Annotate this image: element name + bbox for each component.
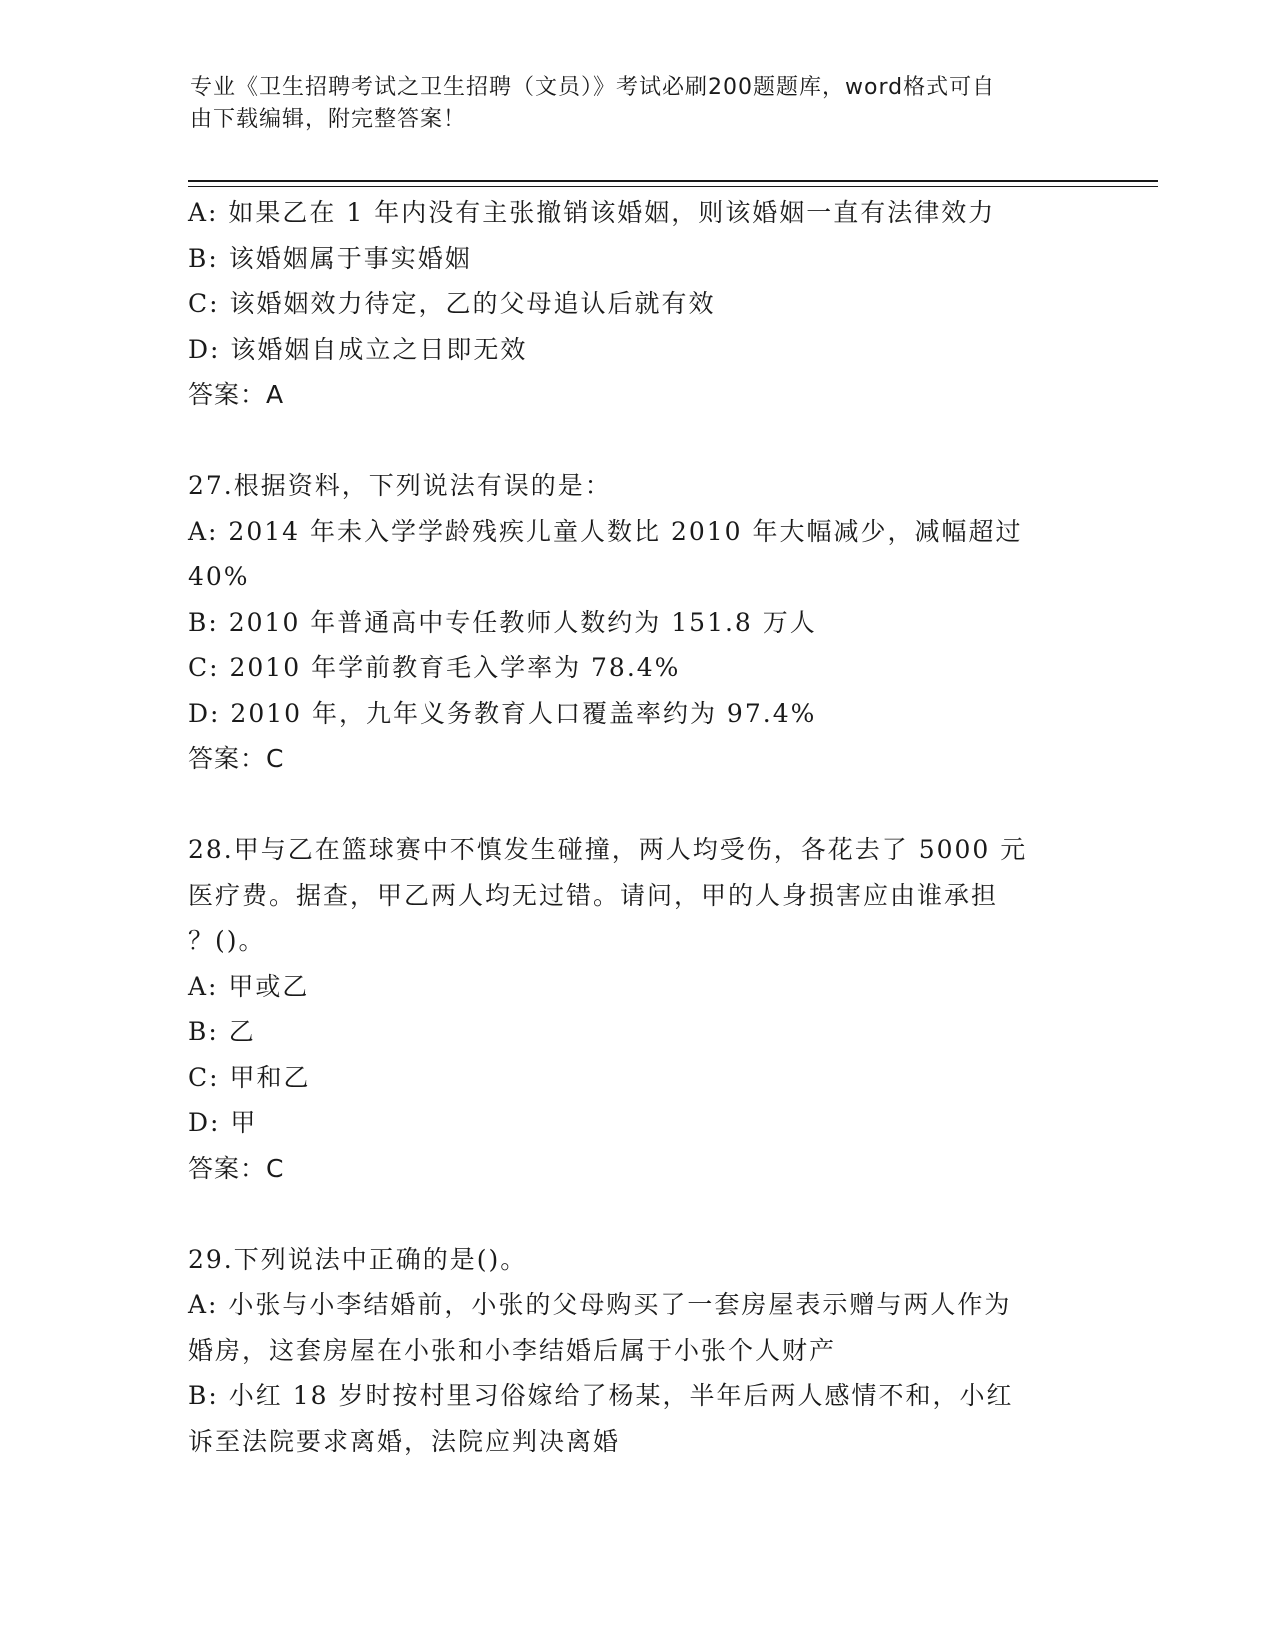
q26-option-a: A: 如果乙在 1 年内没有主张撤销该婚姻，则该婚姻一直有法律效力 (188, 198, 996, 227)
q27-stem: 27.根据资料，下列说法有误的是： (188, 471, 612, 500)
header-line-2: 由下载编辑，附完整答案！ (190, 107, 467, 132)
q26-option-d: D: 该婚姻自成立之日即无效 (188, 334, 528, 364)
q29-option-b-line-2: 诉至法院要求离婚，法院应判决离婚 (188, 1426, 621, 1456)
question-27 (188, 463, 1088, 782)
q27-option-d: D: 2010 年，九年义务教育人口覆盖率约为 97.4% (188, 698, 817, 728)
question-29 (188, 1237, 1088, 1465)
header-line-1: 专业《卫生招聘考试之卫生招聘（文员）》考试必刷200题题库，word格式可自 (190, 75, 996, 100)
q26-answer: 答案：A (188, 380, 285, 409)
document-body (188, 190, 1088, 1464)
q27-option-b: B: 2010 年普通高中专任教师人数约为 151.8 万人 (188, 607, 817, 637)
header-rule-thick (188, 180, 1158, 182)
q28-option-c: C: 甲和乙 (188, 1062, 311, 1092)
header-rule-thin (188, 186, 1158, 187)
document-header (190, 72, 1090, 136)
q28-option-b: B: 乙 (188, 1017, 256, 1046)
q26-option-c: C: 该婚姻效力待定，乙的父母追认后就有效 (188, 289, 716, 318)
q28-option-d: D: 甲 (188, 1108, 258, 1137)
q29-option-a-line-1: A: 小张与小李结婚前，小张的父母购买了一套房屋表示赠与两人作为 (188, 1290, 1012, 1319)
spacer (188, 418, 1088, 464)
q27-option-c: C: 2010 年学前教育毛入学率为 78.4% (188, 653, 681, 682)
q29-option-a-line-2: 婚房，这套房屋在小张和小李结婚后属于小张个人财产 (188, 1335, 837, 1365)
spacer (188, 1191, 1088, 1237)
q27-answer: 答案：C (188, 744, 285, 773)
question-28 (188, 827, 1088, 1191)
q28-answer: 答案：C (188, 1153, 285, 1183)
q26-option-b: B: 该婚姻属于事实婚姻 (188, 243, 472, 273)
question-26 (188, 190, 1088, 418)
q29-stem: 29.下列说法中正确的是()。 (188, 1244, 528, 1274)
q28-option-a: A: 甲或乙 (188, 971, 310, 1001)
q28-stem-line-2: 医疗费。据查，甲乙两人均无过错。请问，甲的人身损害应由谁承担 (188, 880, 999, 910)
q28-stem-line-1: 28.甲与乙在篮球赛中不慎发生碰撞，两人均受伤，各花去了 5000 元 (188, 835, 1028, 864)
q29-option-b-line-1: B: 小红 18 岁时按村里习俗嫁给了杨某，半年后两人感情不和，小红 (188, 1381, 1014, 1410)
q27-option-a-line-1: A: 2014 年未入学学龄残疾儿童人数比 2010 年大幅减少，减幅超过 (188, 516, 1023, 546)
q27-option-a-line-2: 40% (188, 562, 250, 591)
spacer (188, 782, 1088, 828)
q28-stem-line-3: ？()。 (188, 926, 266, 955)
